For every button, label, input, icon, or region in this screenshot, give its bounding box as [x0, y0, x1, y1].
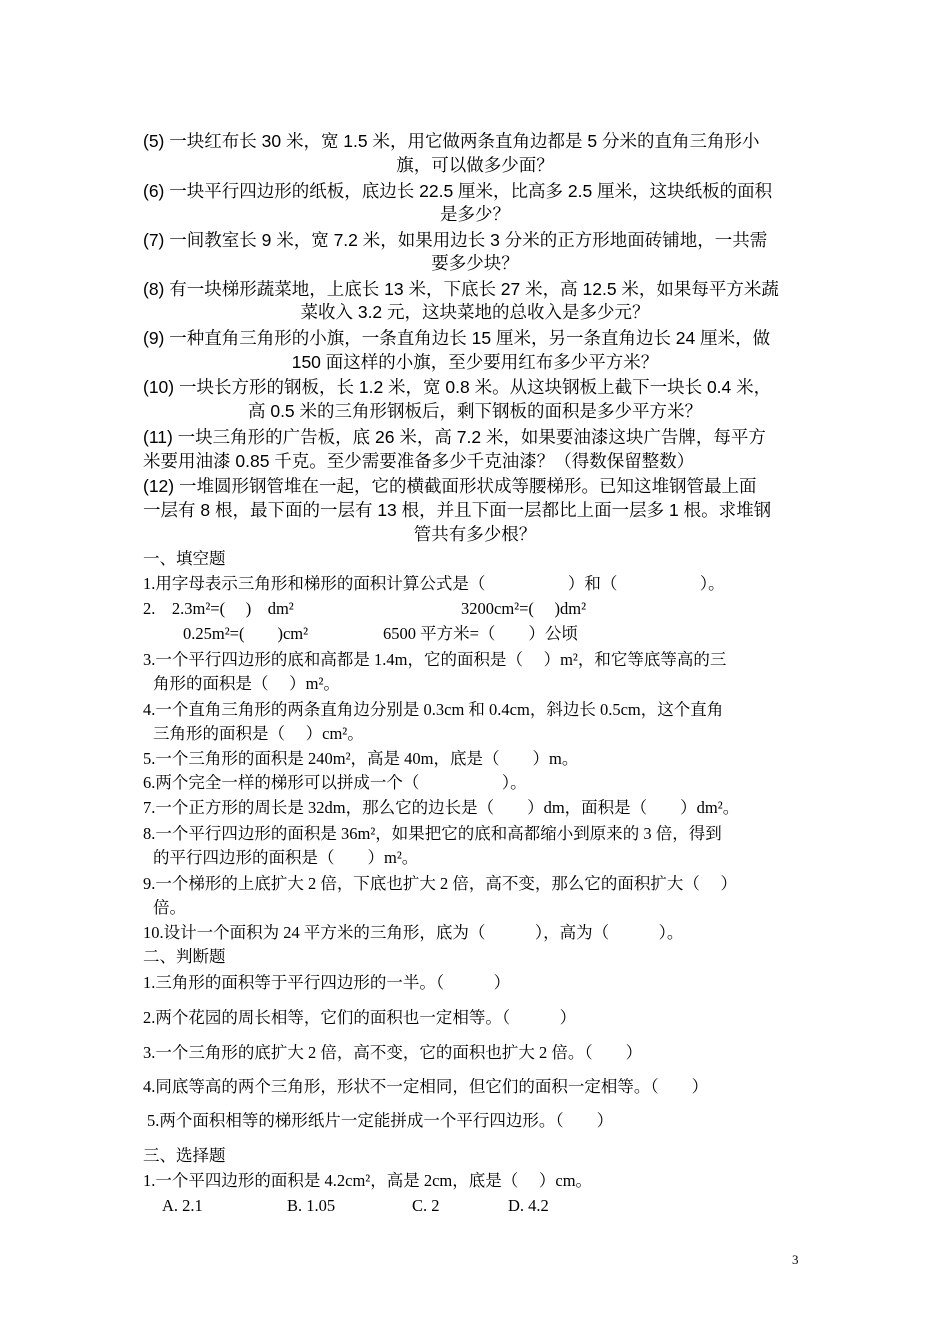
problem-6-line-1: (6) 一块平行四边形的纸板，底边长 22.5 厘米，比高多 2.5 厘米，这块纸板的面积	[143, 181, 773, 201]
problem-7-line-1: (7) 一间教室长 9 米，宽 7.2 米，如果用边长 3 分米的正方形地面砖铺地，一共需	[143, 230, 768, 250]
problem-5-line-2: 旗，可以做多少面？	[396, 155, 554, 175]
choice-option-c: C. 2	[412, 1196, 440, 1215]
fill-q2-c: 0.25m²=( )cm²	[183, 624, 309, 643]
problem-9-line-1: (9) 一种直角三角形的小旗，一条直角边长 15 厘米，另一条直角边长 24 厘米，做	[143, 328, 771, 348]
fill-q5: 5.一个三角形的面积是 240m²，高是 40m，底是（ ）m。	[143, 749, 579, 768]
problem-11-line-1: (11) 一块三角形的广告板，底 26 米，高 7.2 米，如果要油漆这块广告牌，每平方	[143, 427, 766, 447]
problem-6-line-2: 是多少？	[440, 204, 510, 224]
problem-11-line-2: 米要用油漆 0.85 千克。至少需要准备多少千克油漆？（得数保留整数）	[143, 451, 695, 471]
fill-q2-d: 6500 平方米=（ ）公顷	[383, 624, 578, 643]
problem-10-line-1: (10) 一块长方形的钢板，长 1.2 米，宽 0.8 米。从这块钢板上截下一块长 0.4 米，	[143, 377, 772, 397]
problem-7-line-2: 要多少块？	[431, 253, 519, 273]
problem-12-line-2: 一层有 8 根，最下面的一层有 13 根，并且下面一层都比上面一层多 1 根。求堆钢	[143, 500, 772, 520]
fill-q10: 10.设计一个面积为 24 平方米的三角形，底为（ ），高为（ ）。	[143, 923, 684, 942]
choice-option-b: B. 1.05	[287, 1196, 336, 1215]
judge-q1: 1.三角形的面积等于平行四边形的一半。（ ）	[143, 973, 511, 992]
fill-q9-line-2: 倍。	[153, 898, 186, 917]
fill-q4-line-1: 4.一个直角三角形的两条直角边分别是 0.3cm 和 0.4cm，斜边长 0.5cm，这个直角	[143, 700, 724, 719]
fill-q1: 1.用字母表示三角形和梯形的面积计算公式是（ ）和（ ）。	[143, 574, 725, 593]
choice-option-d: D. 4.2	[508, 1196, 549, 1215]
section-3-title: 三、选择题	[143, 1146, 226, 1165]
problem-9-line-2: 150 面这样的小旗，至少要用红布多少平方米？	[291, 352, 659, 372]
judge-q5: 5.两个面积相等的梯形纸片一定能拼成一个平行四边形。（ ）	[147, 1111, 614, 1130]
problem-12-line-1: (12) 一堆圆形钢管堆在一起，它的横截面形状成等腰梯形。已知这堆钢管最上面	[143, 476, 757, 496]
fill-q8-line-2: 的平行四边形的面积是（ ）m²。	[153, 848, 419, 867]
fill-q9-line-1: 9.一个梯形的上底扩大 2 倍，下底也扩大 2 倍，高不变，那么它的面积扩大（ ）	[143, 874, 737, 893]
fill-q7: 7.一个正方形的周长是 32dm，那么它的边长是（ ）dm，面积是（ ）dm²。	[143, 798, 740, 817]
fill-q6: 6.两个完全一样的梯形可以拼成一个（ ）。	[143, 773, 527, 792]
problem-12-line-3: 管共有多少根？	[413, 524, 537, 544]
section-1-title: 一、填空题	[143, 549, 226, 568]
section-2-title: 二、判断题	[143, 947, 226, 966]
judge-q4: 4.同底等高的两个三角形，形状不一定相同，但它们的面积一定相等。（ ）	[143, 1077, 709, 1096]
fill-q3-line-2: 角形的面积是（ ）m²。	[153, 674, 340, 693]
problem-8-line-1: (8) 有一块梯形蔬菜地，上底长 13 米，下底长 27 米，高 12.5 米，如果每平方米蔬	[143, 279, 779, 299]
judge-q3: 3.一个三角形的底扩大 2 倍，高不变，它的面积也扩大 2 倍。（ ）	[143, 1043, 643, 1062]
problem-8-line-2: 菜收入 3.2 元，这块菜地的总收入是多少元？	[300, 302, 650, 322]
choice-option-a: A. 2.1	[162, 1196, 203, 1215]
choice-q1: 1.一个平四边形的面积是 4.2cm²，高是 2cm，底是（ ）cm。	[143, 1171, 593, 1190]
problem-5-line-1: (5) 一块红布长 30 米，宽 1.5 米，用它做两条直角边都是 5 分米的直角三角形小	[143, 131, 760, 151]
fill-q3-line-1: 3.一个平行四边形的底和高都是 1.4m，它的面积是（ ）m²，和它等底等高的三	[143, 650, 727, 669]
judge-q2: 2.两个花园的周长相等，它们的面积也一定相等。（ ）	[143, 1008, 577, 1027]
fill-q4-line-2: 三角形的面积是（ ）cm²。	[153, 724, 364, 743]
problem-10-line-2: 高 0.5 米的三角形钢板后，剩下钢板的面积是多少平方米？	[247, 401, 703, 421]
page-number: 3	[792, 1252, 799, 1267]
fill-q2-b: 3200cm²=( )dm²	[461, 599, 587, 618]
fill-q2-a: 2. 2.3m²=( ) dm²	[143, 599, 294, 618]
fill-q8-line-1: 8.一个平行四边形的面积是 36m²，如果把它的底和高都缩小到原来的 3 倍，得到	[143, 824, 722, 843]
